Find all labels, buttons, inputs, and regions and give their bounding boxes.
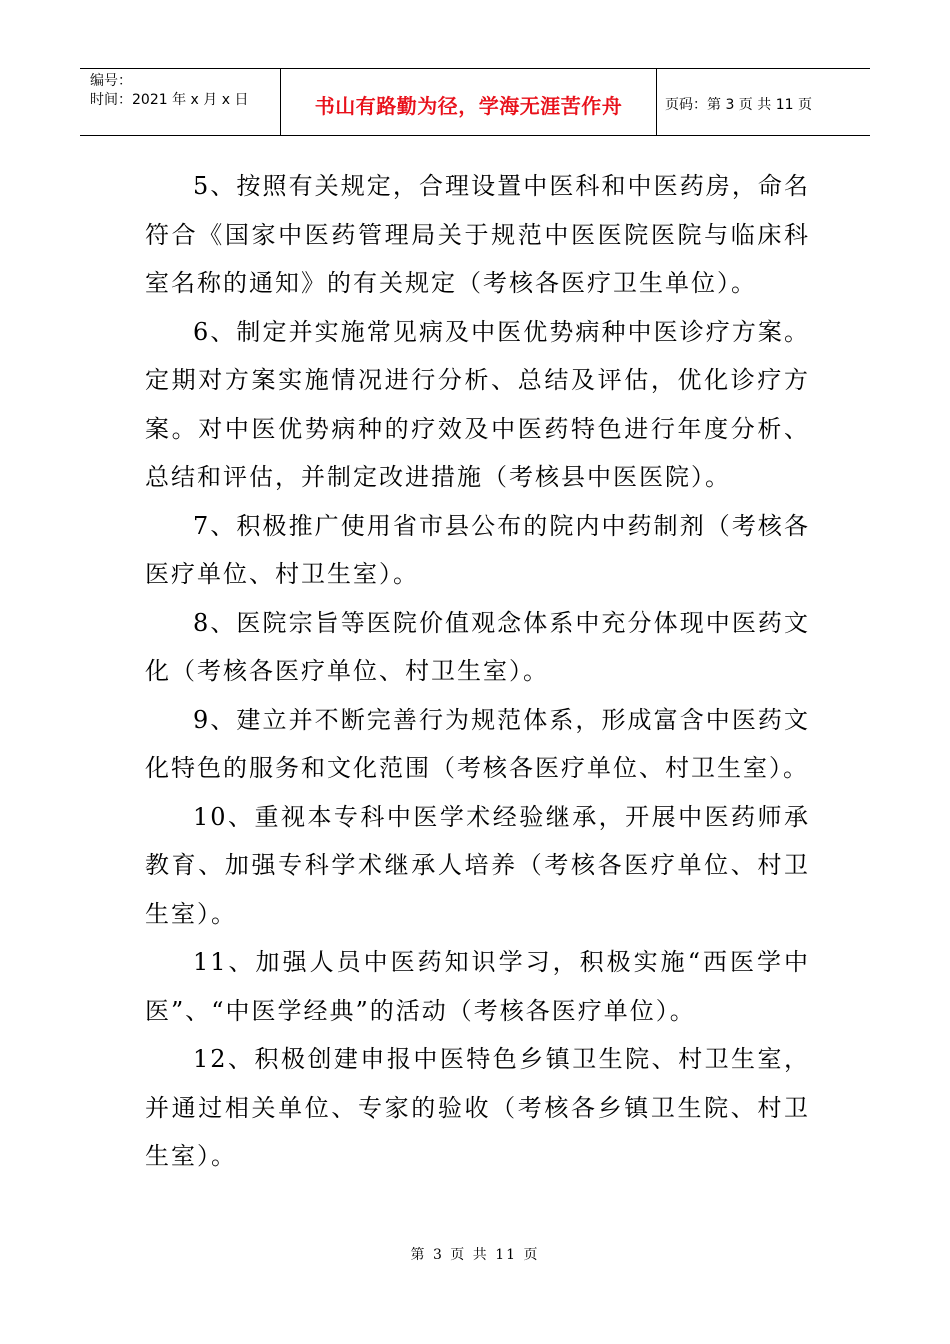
paragraph-5: 5、按照有关规定，合理设置中医科和中医药房，命名符合《国家中医药管理局关于规范中医医院医院与临床科室名称的通知》的有关规定（考核各医疗卫生单位）。 [145, 172, 810, 297]
paragraph-7: 7、积极推广使用省市县公布的院内中药制剂（考核各医疗单位、村卫生室）。 [145, 511, 810, 588]
header-meta [80, 69, 281, 135]
date-line: 时间：2021 年 x 月 x 日 [90, 92, 249, 108]
document-header [80, 68, 870, 136]
paragraph-12: 12、积极创建申报中医特色乡镇卫生院、村卫生室，并通过相关单位、专家的验收（考核各乡镇卫生院、村卫生室）。 [145, 1045, 810, 1170]
paragraph-10: 10、重视本专科中医学术经验继承，开展中医药师承教育、加强专科学术继承人培养（考核各医疗单位、村卫生室）。 [145, 802, 810, 928]
document-body [145, 162, 810, 1181]
header-page-cell [657, 69, 870, 135]
paragraph-6: 6、制定并实施常见病及中医优势病种中医诊疗方案。定期对方案实施情况进行分析、总结及评估，优化诊疗方案。对中医优势病种的疗效及中医药特色进行年度分析、总结和评估，并制定改进措施（考核县中医医院）。 [145, 317, 810, 491]
motto-text: 书山有路勤为径，学海无涯苦作舟 [314, 93, 623, 118]
paragraph-8: 8、医院宗旨等医院价值观念体系中充分体现中医药文化（考核各医疗单位、村卫生室）。 [145, 608, 810, 685]
paragraph-9: 9、建立并不断完善行为规范体系，形成富含中医药文化特色的服务和文化范围（考核各医疗单位、村卫生室）。 [145, 705, 810, 782]
page-info: 页码：第 3 页 共 11 页 [665, 97, 812, 113]
header-motto-cell [281, 69, 657, 135]
number-label: 编号： [90, 73, 132, 89]
paragraph-11: 11、加强人员中医药知识学习，积极实施“西医学中医”、“中医学经典”的活动（考核各医疗单位）。 [145, 948, 810, 1025]
page-footer: 第 3 页 共 11 页 [410, 1247, 540, 1263]
